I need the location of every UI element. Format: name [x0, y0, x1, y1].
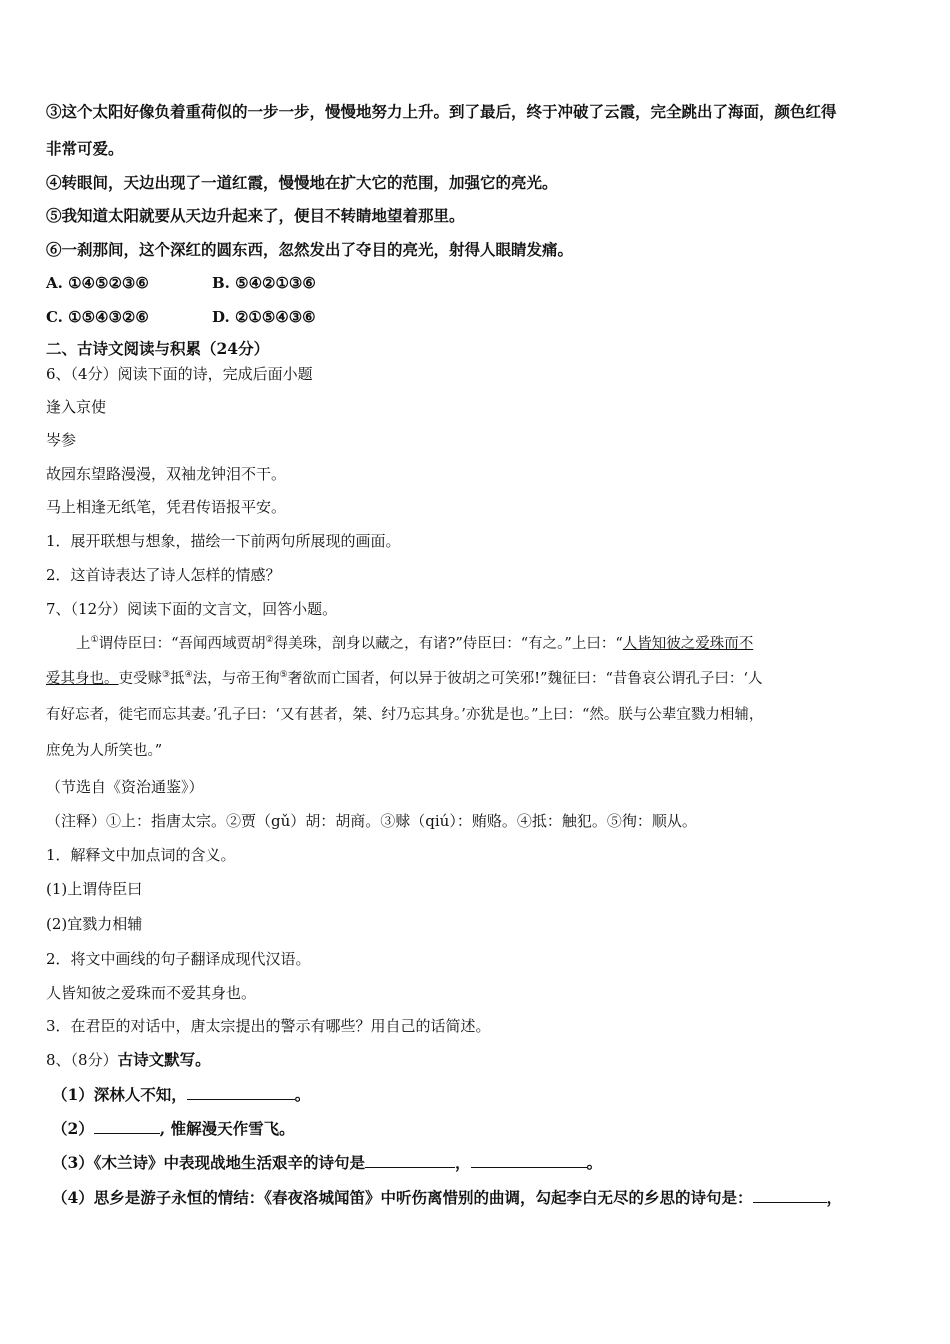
q7-sub-1b: (2)宜戮力相辅: [46, 915, 143, 933]
option-a-letter: A.: [46, 274, 63, 292]
passage-source: （节选自《资治通鉴》）: [46, 778, 204, 796]
q7-sub-1a: (1)上谓侍臣曰: [46, 880, 143, 898]
answer-blank[interactable]: [753, 1188, 827, 1203]
q8-item-2: [52, 1119, 295, 1139]
q7-sub-2-sentence: 人皆知彼之爱珠而不爱其身也。: [46, 984, 257, 1002]
sentence-5: ⑤我知道太阳就要从天边升起来了，便目不转睛地望着那里。: [46, 206, 465, 225]
option-c-value: ①⑤④③②⑥: [68, 308, 149, 326]
q8-item-1-end: 。: [294, 1085, 311, 1104]
poem-line-2: 马上相逢无纸笔，凭君传语报平安。: [46, 498, 287, 516]
q8-item-1-text: （1）深林人不知，: [52, 1085, 187, 1104]
option-c-letter: C.: [46, 308, 63, 326]
poem-title: 逢入京使: [46, 398, 107, 416]
q8-item-2-label: （2）: [52, 1119, 94, 1138]
passage-text: 抵: [170, 671, 185, 687]
passage-notes: （注释）①上：指唐太宗。②贾（gǔ）胡：胡商。③赇（qiú）：贿赂。④抵：触犯。⑤徇：顺从。: [46, 812, 697, 830]
q8-item-3-sep: ，: [455, 1153, 471, 1172]
q8-item-2-text: , 惟解漫天作雪飞。: [159, 1119, 295, 1138]
q8-item-3: [52, 1153, 602, 1173]
q7-sub-3: 3．在君臣的对话中，唐太宗提出的警示有哪些？用自己的话简述。: [46, 1017, 491, 1035]
answer-blank[interactable]: [187, 1085, 295, 1100]
poem-line-1: 故园东望路漫漫，双袖龙钟泪不干。: [46, 465, 287, 483]
passage-text: 得美珠，剖身以藏之，有诸?”侍臣曰：“有之。”上曰：“: [273, 636, 623, 652]
answer-blank[interactable]: [94, 1119, 160, 1134]
q6-sub-2: 2．这首诗表达了诗人怎样的情感？: [46, 566, 281, 584]
passage-text: 法，与帝王徇: [192, 671, 280, 687]
q7-stem: 7、（12分）阅读下面的文言文，回答小题。: [46, 600, 338, 618]
note-marker: ①: [90, 635, 99, 646]
q8-item-4: [52, 1188, 842, 1208]
q8-stem-prefix: 8、（8分）: [46, 1051, 118, 1069]
passage-text: 上: [76, 636, 91, 652]
option-b: [212, 273, 316, 293]
option-d-value: ②①⑤④③⑥: [234, 308, 316, 326]
q8-item-4-sep: ，: [826, 1188, 843, 1207]
passage-line-3: 有好忘者，徙宅而忘其妻。’孔子曰：‘又有甚者，桀、纣乃忘其身。’亦犹是也。”上曰：“然。朕与公辈宜戮力相辅，: [46, 707, 764, 723]
q8-item-4-text: （4）思乡是游子永恒的情结：《春夜洛城闻笛》中听伤离惜别的曲调，勾起李白无尽的乡思的诗句是：: [52, 1188, 753, 1207]
passage-text: 吏受赇: [118, 671, 162, 687]
answer-blank[interactable]: [471, 1153, 587, 1168]
sentence-3-line-1: ③这个太阳好像负着重荷似的一步一步，慢慢地努力上升。到了最后，终于冲破了云霞，完全跳出了海面，颜色红得: [46, 102, 837, 121]
answer-blank[interactable]: [365, 1153, 455, 1168]
passage-line-4: 庶免为人所笑也。”: [46, 743, 163, 759]
sentence-3-line-2: 非常可爱。: [46, 139, 124, 158]
note-marker: ③: [162, 670, 171, 681]
q8-item-3-text: （3）《木兰诗》中表现战地生活艰辛的诗句是: [52, 1153, 366, 1172]
q8-stem-bold: 古诗文默写。: [117, 1050, 211, 1069]
poem-author: 岑参: [46, 431, 77, 449]
q8-stem: [46, 1050, 211, 1070]
option-d-letter: D.: [212, 308, 230, 326]
option-a-value: ①④⑤②③⑥: [68, 274, 149, 292]
q6-sub-1: 1．展开联想与想象，描绘一下前两句所展现的画面。: [46, 532, 401, 550]
q7-sub-1: 1．解释文中加点词的含义。: [46, 846, 236, 864]
section-heading: 二、古诗文阅读与积累（24分）: [46, 339, 270, 358]
underlined-sentence: 爱其身也。: [46, 671, 119, 687]
option-a: [46, 273, 149, 293]
option-d: [212, 307, 316, 327]
passage-line-1: [76, 634, 753, 654]
sentence-4: ④转眼间，天边出现了一道红霞，慢慢地在扩大它的范围，加强它的亮光。: [46, 173, 558, 192]
passage-text: 谓侍臣曰：“吾闻西域贾胡: [98, 636, 266, 652]
option-b-letter: B.: [212, 274, 230, 292]
option-b-value: ⑤④②①③⑥: [235, 274, 316, 292]
passage-text: 奢欲而亡国者，何以异于彼胡之可笑邪!”魏征曰：“昔鲁哀公谓孔子曰：‘人: [287, 671, 763, 687]
underlined-sentence: 人皆知彼之爱珠而不: [622, 636, 754, 652]
sentence-6: ⑥一刹那间，这个深红的圆东西，忽然发出了夺目的亮光，射得人眼睛发痛。: [46, 240, 574, 259]
note-marker: ⑤: [279, 670, 288, 681]
note-marker: ②: [265, 635, 274, 646]
option-c: [46, 307, 149, 327]
q6-stem: 6、（4分）阅读下面的诗，完成后面小题: [46, 365, 313, 383]
q8-item-3-end: 。: [586, 1153, 603, 1172]
q8-item-1: [52, 1085, 310, 1105]
passage-line-2: [46, 669, 763, 689]
q7-sub-2: 2．将文中画线的句子翻译成现代汉语。: [46, 950, 311, 968]
note-marker: ④: [184, 670, 193, 681]
